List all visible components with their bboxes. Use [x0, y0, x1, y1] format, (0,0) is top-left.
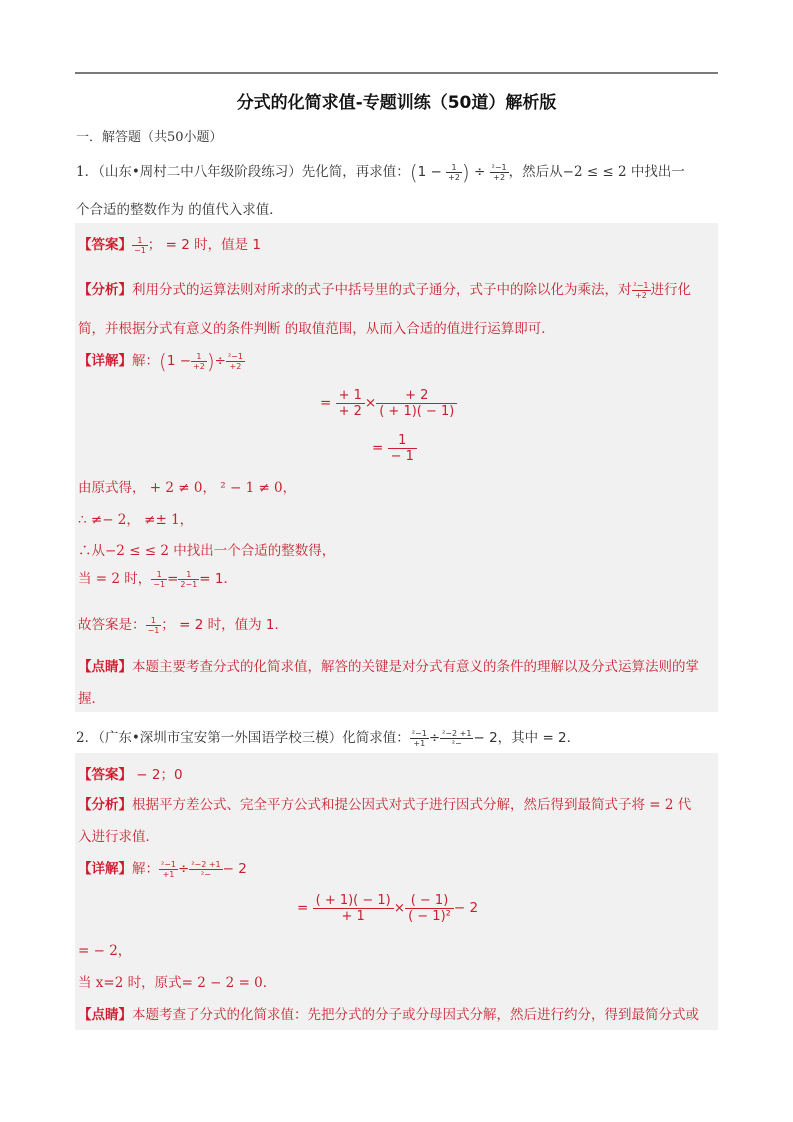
q2-stem: 2．（广东•深圳市宝安第一外国语学校三模）化简求值： $\frac{\text{²−1}}{+1}$ ÷ $\frac{\text{²−2 +1}}{\text{²−}}$ − 2，其中 = 2．: [76, 728, 581, 748]
q1-analysis-line2: 简，并根据分式有意义的条件判断 的取值范围，从而入合适的值进行运算即可．: [78, 321, 555, 337]
q2-comment: 【点睛】本题考查了分式的化简求值：先把分式的分子或分母因式分解，然后进行约分，得到最简分式或: [78, 1007, 699, 1023]
q1-detail: 【详解】解：(1 − $\frac{1}{+2}$ )÷ $\frac{\text{²−1}}{+2}$: [78, 349, 243, 374]
q1-frac-a: $\frac{1}{+2}$: [448, 162, 460, 182]
q1-when: 当 = 2 时， $\frac{1}{-1}$ = $\frac{1}{2-1}$ = 1．: [78, 569, 237, 589]
header-rule: [75, 72, 718, 74]
q1-analysis: 【分析】利用分式的运算法则对所求的式子中括号里的式子通分，式子中的除以化为乘法，对 $\frac{\text{²−1}}{+2}$ 进行化: [78, 280, 691, 300]
q2-step1: = $\frac{( + 1)( - 1)}{+ 1}$ × $\frac{( - 1)}{\text{( − 1)²}}$ − 2: [297, 893, 479, 924]
q2-when: 当 x=2 时，原式= 2 − 2 = 0．: [78, 975, 277, 991]
q2-analysis-line2: 入进行求值．: [78, 829, 159, 845]
q1-stem: 1．（山东•周村二中八年级阶段练习）先化简，再求值：(1 − $\frac{1}{+2}$ ) ÷ $\frac{\text{²−1}}{+2}$ ，然后从−2 ≤ ≤ 2 中找出一: [76, 160, 685, 185]
q2-simplified: = − 2，: [78, 943, 132, 959]
q1-therefore-2: ∴从−2 ≤ ≤ 2 中找出一个合适的整数得，: [78, 543, 336, 559]
page-title: 分式的化简求值-专题训练（50道）解析版: [236, 93, 557, 113]
q2-detail: 【详解】解： $\frac{\text{²−1}}{+1}$ ÷ $\frac{\text{²−2 +1}}{\text{²−}}$ − 2: [78, 859, 247, 879]
q1-comment-line2: 握．: [78, 691, 105, 707]
q1-condition: 由原式得， + 2 ≠ 0， ² − 1 ≠ 0，: [78, 480, 297, 496]
q1-frac-b: $\frac{\text{²−1}}{+2}$: [491, 162, 507, 182]
q1-stem-line2: 个合适的整数作为 的值代入求值．: [76, 202, 283, 218]
q2-analysis: 【分析】根据平方差公式、完全平方公式和提公因式对式子进行因式分解，然后得到最简式子将 = 2 代: [78, 797, 692, 813]
q1-final: 故答案是： $\frac{1}{-1}$ ； = 2 时，值为 1．: [78, 615, 288, 635]
q1-therefore-1: ∴ ≠− 2， ≠± 1，: [78, 512, 194, 528]
section-heading: 一．解答题（共50小题）: [76, 130, 223, 145]
q1-solution-box: [75, 223, 718, 712]
q1-answer: 【答案】 $\frac{1}{-1}$ ； = 2 时，值是 1: [78, 235, 261, 255]
q2-answer: 【答案】 − 2；0: [78, 767, 183, 783]
q2-solution-box: [75, 753, 718, 1030]
q1-comment: 【点睛】本题主要考查分式的化简求值，解答的关键是对分式有意义的条件的理解以及分式运算法则的掌: [78, 659, 699, 675]
q1-step1: = $\frac{+ 1}{+ 2}$ × $\frac{+ 2}{( + 1)( - 1)}$: [320, 388, 457, 419]
q1-step2: = $\frac{1}{- 1}$: [372, 433, 417, 464]
